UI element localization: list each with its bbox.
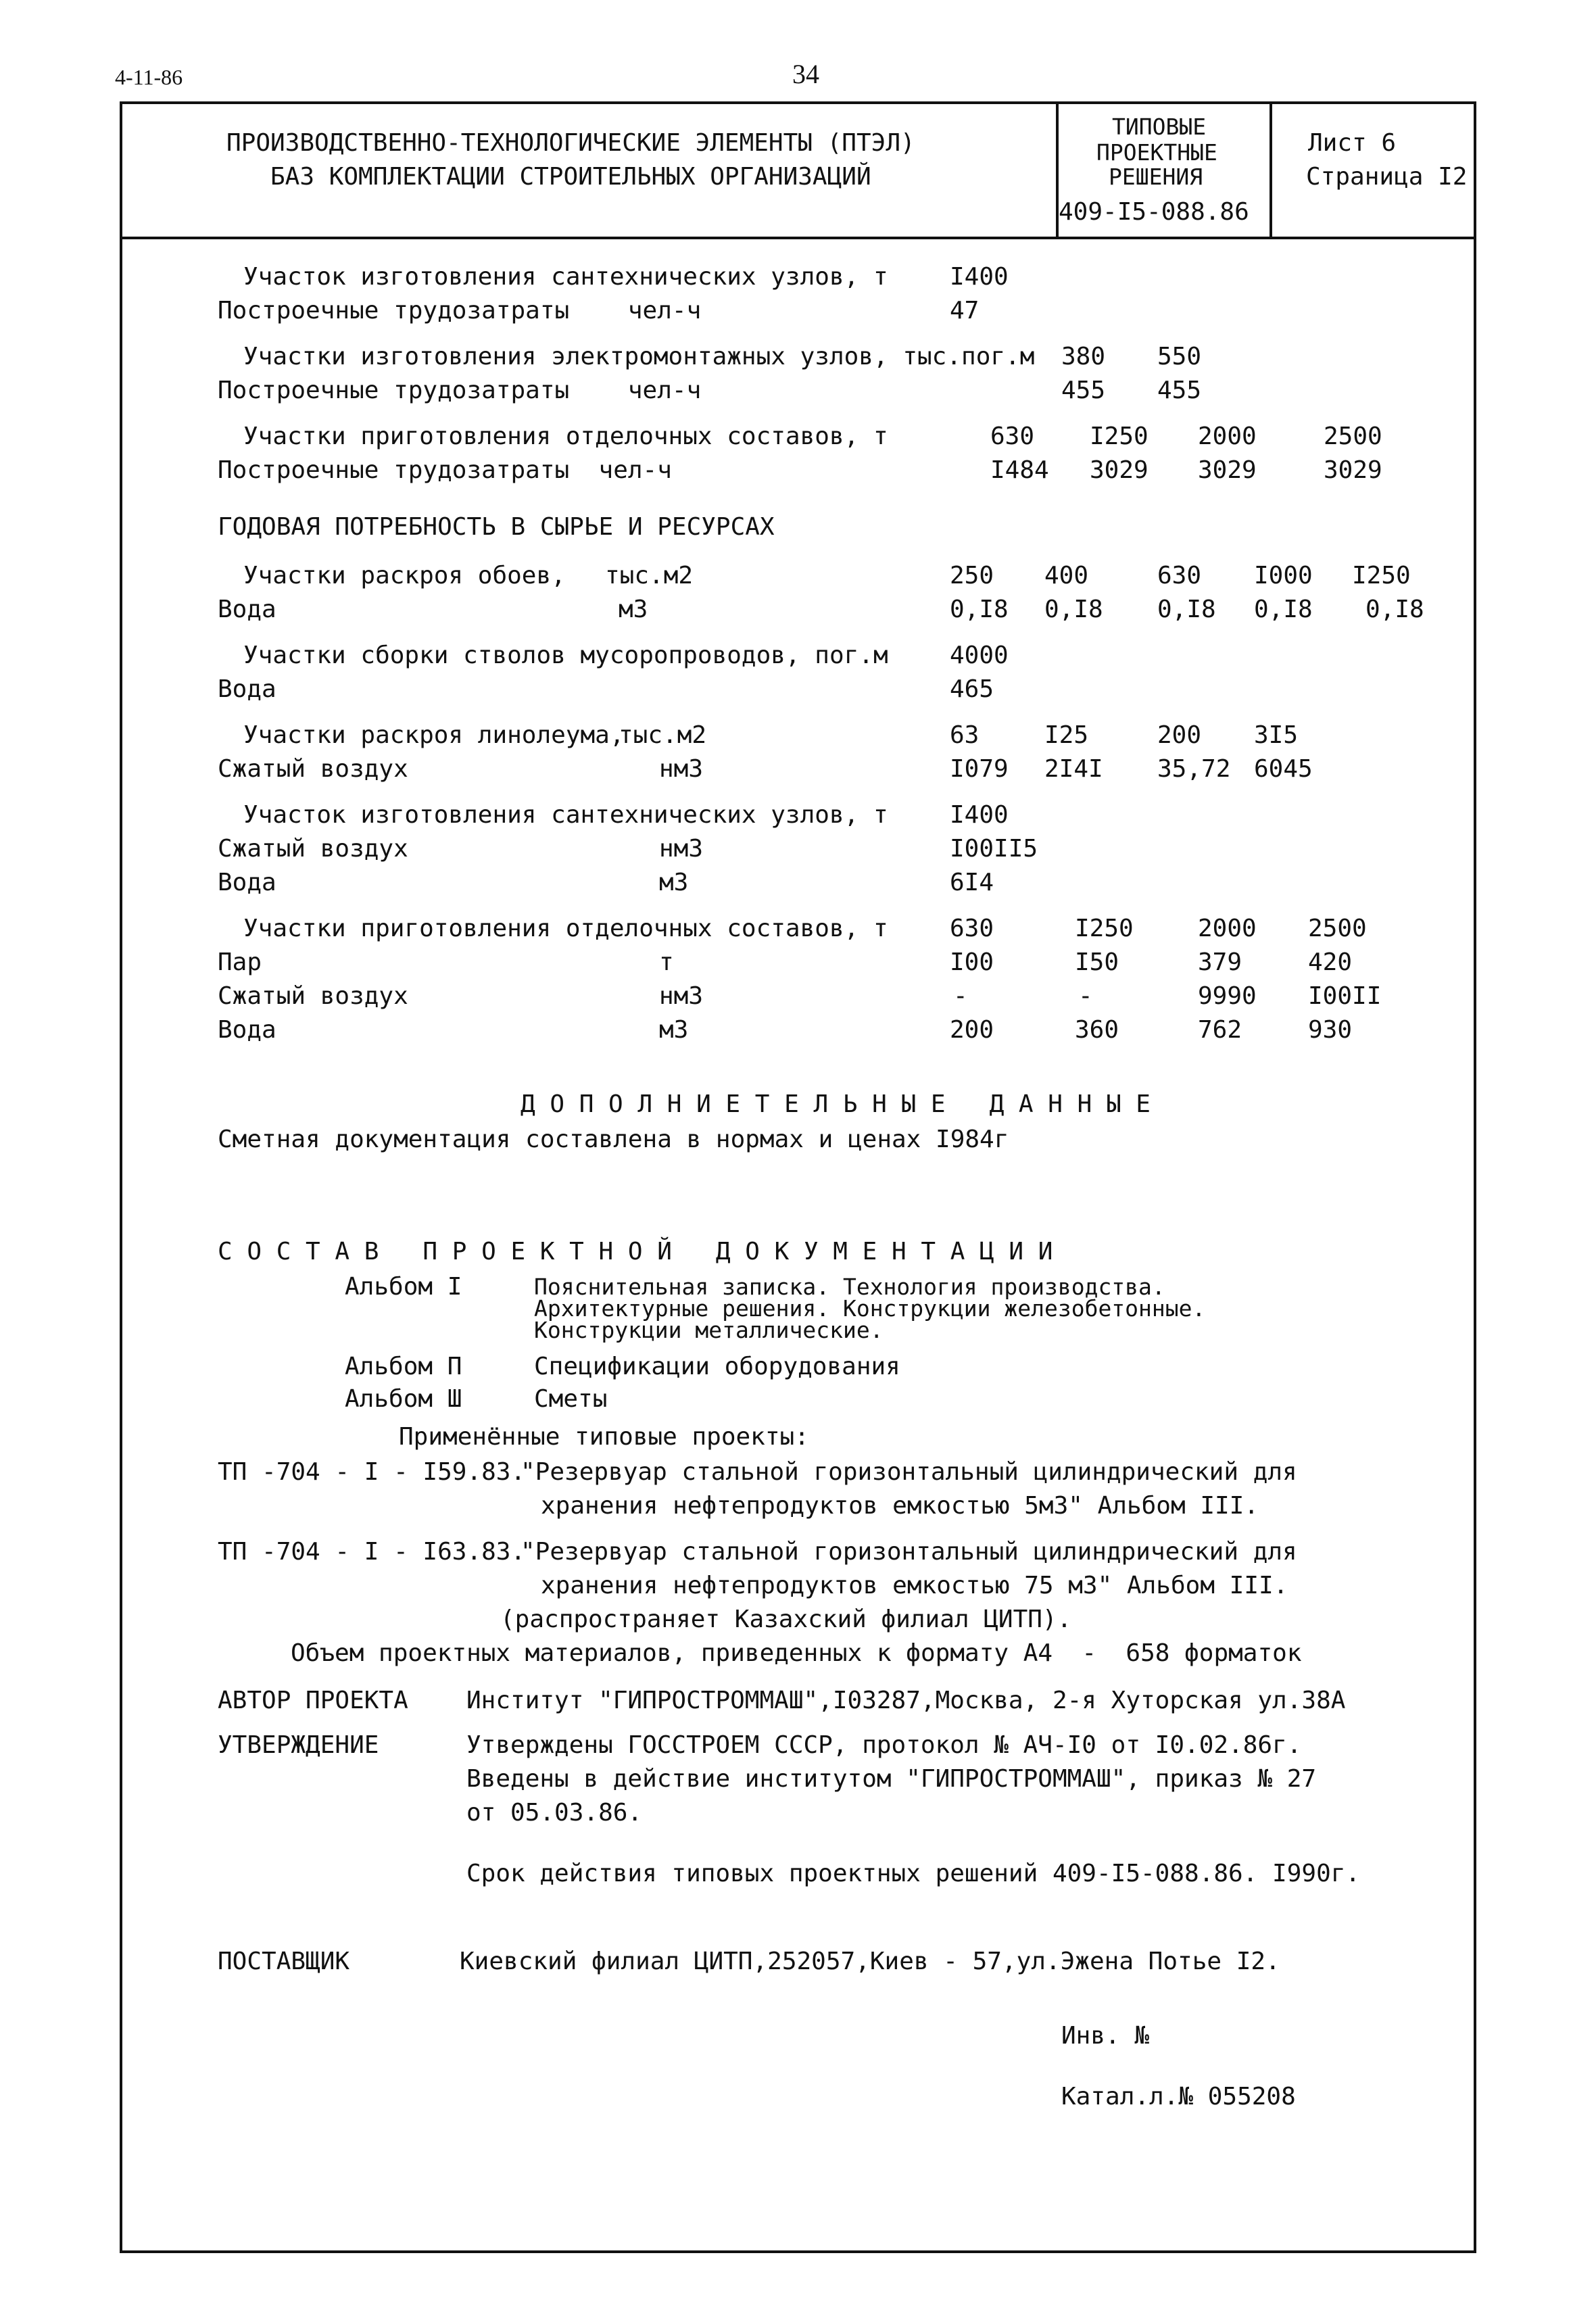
album-line: Архитектурные решения. Конструкции железобетонные.	[534, 1295, 1206, 1322]
annual-value: 762	[1198, 1016, 1242, 1044]
annual-label: Участки раскроя линолеума,	[243, 721, 625, 749]
album-line: Спецификации оборудования	[534, 1353, 900, 1380]
row-value: 2000	[1198, 423, 1257, 450]
annual-label: Участок изготовления сантехнических узлов, т	[243, 801, 888, 829]
annual-value: 420	[1308, 948, 1353, 976]
annual-label: Вода	[218, 675, 276, 703]
annual-label: Вода	[218, 869, 276, 896]
annual-value: -	[1078, 982, 1093, 1010]
annual-value: 9990	[1198, 982, 1257, 1010]
album-name: Альбом Ш	[345, 1385, 462, 1413]
annual-unit: нм3	[659, 982, 704, 1010]
annual-unit: м3	[659, 1016, 689, 1044]
tpr-line3: РЕШЕНИЯ	[1109, 164, 1203, 190]
tpr-line1: ТИПОВЫЕ	[1112, 114, 1207, 140]
annual-value: I250	[1352, 562, 1411, 589]
annual-value: I00	[950, 948, 994, 976]
supplier-label: ПОСТАВЩИК	[218, 1948, 350, 1975]
supplier-text: Киевский филиал ЦИТП,252057,Киев - 57,ул.Эжена Потье I2.	[460, 1948, 1280, 1975]
additional-text: Сметная документация составлена в нормах и ценах I984г	[218, 1126, 1009, 1153]
sheet-label: Лист 6	[1308, 129, 1397, 157]
annual-value: 360	[1075, 1016, 1119, 1044]
row-label: Участки изготовления электромонтажных узлов, тыс.пог.м	[243, 343, 1035, 370]
annual-unit: нм3	[659, 835, 704, 863]
annual-value: 0,I8	[1254, 596, 1313, 623]
annual-value: 2000	[1198, 915, 1257, 942]
annual-label: Участки раскроя обоев,	[243, 562, 566, 589]
annual-value: 465	[950, 675, 994, 703]
annual-unit: м3	[619, 596, 648, 623]
annual-value: -	[953, 982, 968, 1010]
annual-unit: нм3	[659, 755, 704, 783]
album-line: Пояснительная записка. Технология производства.	[534, 1274, 1165, 1300]
annual-value: 63	[950, 721, 980, 749]
approval-line: Утверждены ГОССТРОЕМ СССР, протокол № АЧ-I0 от I0.02.86г.	[466, 1731, 1302, 1759]
annual-value: I00II5	[950, 835, 1038, 863]
volume-text: Объем проектных материалов, приведенных к формату А4 - 658 форматок	[291, 1639, 1302, 1667]
annual-label: Сжатый воздух	[218, 755, 408, 783]
header-title-line2: БАЗ КОМПЛЕКТАЦИИ СТРОИТЕЛЬНЫХ ОРГАНИЗАЦИЙ	[270, 163, 871, 191]
row-value: 380	[1061, 343, 1106, 370]
annual-label: Участки сборки стволов мусоропроводов, пог.м	[243, 642, 888, 669]
row-value: 3029	[1198, 456, 1257, 484]
annual-value: 4000	[950, 642, 1009, 669]
album-line: Конструкции металлические.	[534, 1317, 884, 1343]
annual-value: 2I4I	[1044, 755, 1103, 783]
catalog-number: Катал.л.№ 055208	[1061, 2083, 1296, 2110]
annual-value: I000	[1254, 562, 1313, 589]
annual-value: I50	[1075, 948, 1119, 976]
row-value: 3029	[1324, 456, 1382, 484]
annual-value: 200	[950, 1016, 994, 1044]
annual-value: I00II	[1308, 982, 1382, 1010]
annual-value: 2500	[1308, 915, 1367, 942]
inventory-number: Инв. №	[1061, 2022, 1150, 2050]
row-value: I484	[990, 456, 1049, 484]
annual-label: Сжатый воздух	[218, 982, 408, 1010]
row-label: Построечные трудозатраты чел-ч	[218, 456, 672, 484]
row-value: 3029	[1090, 456, 1148, 484]
annual-value: 400	[1044, 562, 1089, 589]
approval-line: от 05.03.86.	[466, 1799, 643, 1827]
header-vline-2	[1269, 101, 1272, 238]
applied-line: хранения нефтепродуктов емкостью 75 м3" Альбом III.	[541, 1572, 1288, 1599]
annual-value: 35,72	[1157, 755, 1231, 783]
annual-unit: т	[659, 948, 674, 976]
annual-value: 0,I8	[950, 596, 1009, 623]
album-name: Альбом П	[345, 1353, 462, 1380]
annual-label: Участки приготовления отделочных составов, т	[243, 915, 888, 942]
applied-line: "Резервуар стальной горизонтальный цилиндрический для	[521, 1458, 1297, 1486]
approval-label: УТВЕРЖДЕНИЕ	[218, 1731, 379, 1759]
annual-value: 630	[1157, 562, 1202, 589]
row-value: 455	[1061, 377, 1106, 404]
row-value: 630	[990, 423, 1035, 450]
applied-heading: Применённые типовые проекты:	[399, 1423, 809, 1451]
author-text: Институт "ГИПРОСТРОММАШ",I03287,Москва, 2-я Хуторская ул.38А	[466, 1687, 1346, 1714]
page-label: Страница I2	[1306, 163, 1468, 191]
annual-value: 0,I8	[1157, 596, 1216, 623]
annual-label: Вода	[218, 1016, 276, 1044]
annual-unit: тыс.м2	[605, 562, 694, 589]
applied-line: "Резервуар стальной горизонтальный цилиндрический для	[521, 1538, 1297, 1566]
annual-label: Пар	[218, 948, 262, 976]
annual-unit: м3	[659, 869, 689, 896]
validity-text: Срок действия типовых проектных решений 409-I5-088.86. I990г.	[466, 1860, 1361, 1887]
row-value: 550	[1157, 343, 1202, 370]
annual-value: 0,I8	[1365, 596, 1424, 623]
annual-value: I079	[950, 755, 1009, 783]
applied-code: ТП -704 - I - I59.83.	[218, 1458, 526, 1486]
annual-label: Вода	[218, 596, 276, 623]
annual-value: 6045	[1254, 755, 1313, 783]
page-number: 34	[792, 59, 819, 89]
annual-value: 3I5	[1254, 721, 1299, 749]
row-value: 455	[1157, 377, 1202, 404]
row-label: Построечные трудозатраты чел-ч	[218, 297, 702, 324]
approval-line: Введены в действие институтом "ГИПРОСТРОММАШ", приказ № 27	[466, 1765, 1317, 1793]
annual-value: I400	[950, 801, 1009, 829]
album-name: Альбом I	[345, 1273, 462, 1301]
row-value: I400	[950, 263, 1009, 291]
album-line: Сметы	[534, 1385, 608, 1413]
annual-value: 200	[1157, 721, 1202, 749]
annual-label: Сжатый воздух	[218, 835, 408, 863]
row-value: 47	[950, 297, 980, 324]
applied-line: хранения нефтепродуктов емкостью 5м3" Альбом III.	[541, 1492, 1259, 1520]
author-label: АВТОР ПРОЕКТА	[218, 1687, 408, 1714]
document-code: 4-11-86	[115, 65, 183, 89]
annual-value: 630	[950, 915, 994, 942]
annual-value: 379	[1198, 948, 1242, 976]
row-value: I250	[1090, 423, 1148, 450]
annual-value: 0,I8	[1044, 596, 1103, 623]
row-label: Участки приготовления отделочных составов, т	[243, 423, 888, 450]
applied-line: (распространяет Казахский филиал ЦИТП).	[500, 1606, 1072, 1633]
row-label: Построечные трудозатраты чел-ч	[218, 377, 702, 404]
annual-heading: ГОДОВАЯ ПОТРЕБНОСТЬ В СЫРЬЕ И РЕСУРСАХ	[218, 513, 775, 541]
annual-value: 250	[950, 562, 994, 589]
annual-value: 930	[1308, 1016, 1353, 1044]
annual-value: I25	[1044, 721, 1089, 749]
annual-unit: тыс.м2	[619, 721, 707, 749]
composition-heading: С О С Т А В П Р О Е К Т Н О Й Д О К У М Е Н Т А Ц И И	[218, 1238, 1053, 1265]
row-value: 2500	[1324, 423, 1382, 450]
annual-value: I250	[1075, 915, 1134, 942]
tpr-line2: ПРОЕКТНЫЕ	[1096, 139, 1217, 166]
additional-heading: Д О П О Л Н И Е Т Е Л Ь Н Ы Е Д А Н Н Ы Е	[521, 1090, 1151, 1118]
row-label: Участок изготовления сантехнических узлов, т	[243, 263, 888, 291]
tpr-code: 409-I5-088.86	[1059, 198, 1249, 226]
header-title-line1: ПРОИЗВОДСТВЕННО-ТЕХНОЛОГИЧЕСКИЕ ЭЛЕМЕНТЫ (ПТЭЛ)	[226, 129, 915, 157]
applied-code: ТП -704 - I - I63.83.	[218, 1538, 526, 1566]
annual-value: 6I4	[950, 869, 994, 896]
